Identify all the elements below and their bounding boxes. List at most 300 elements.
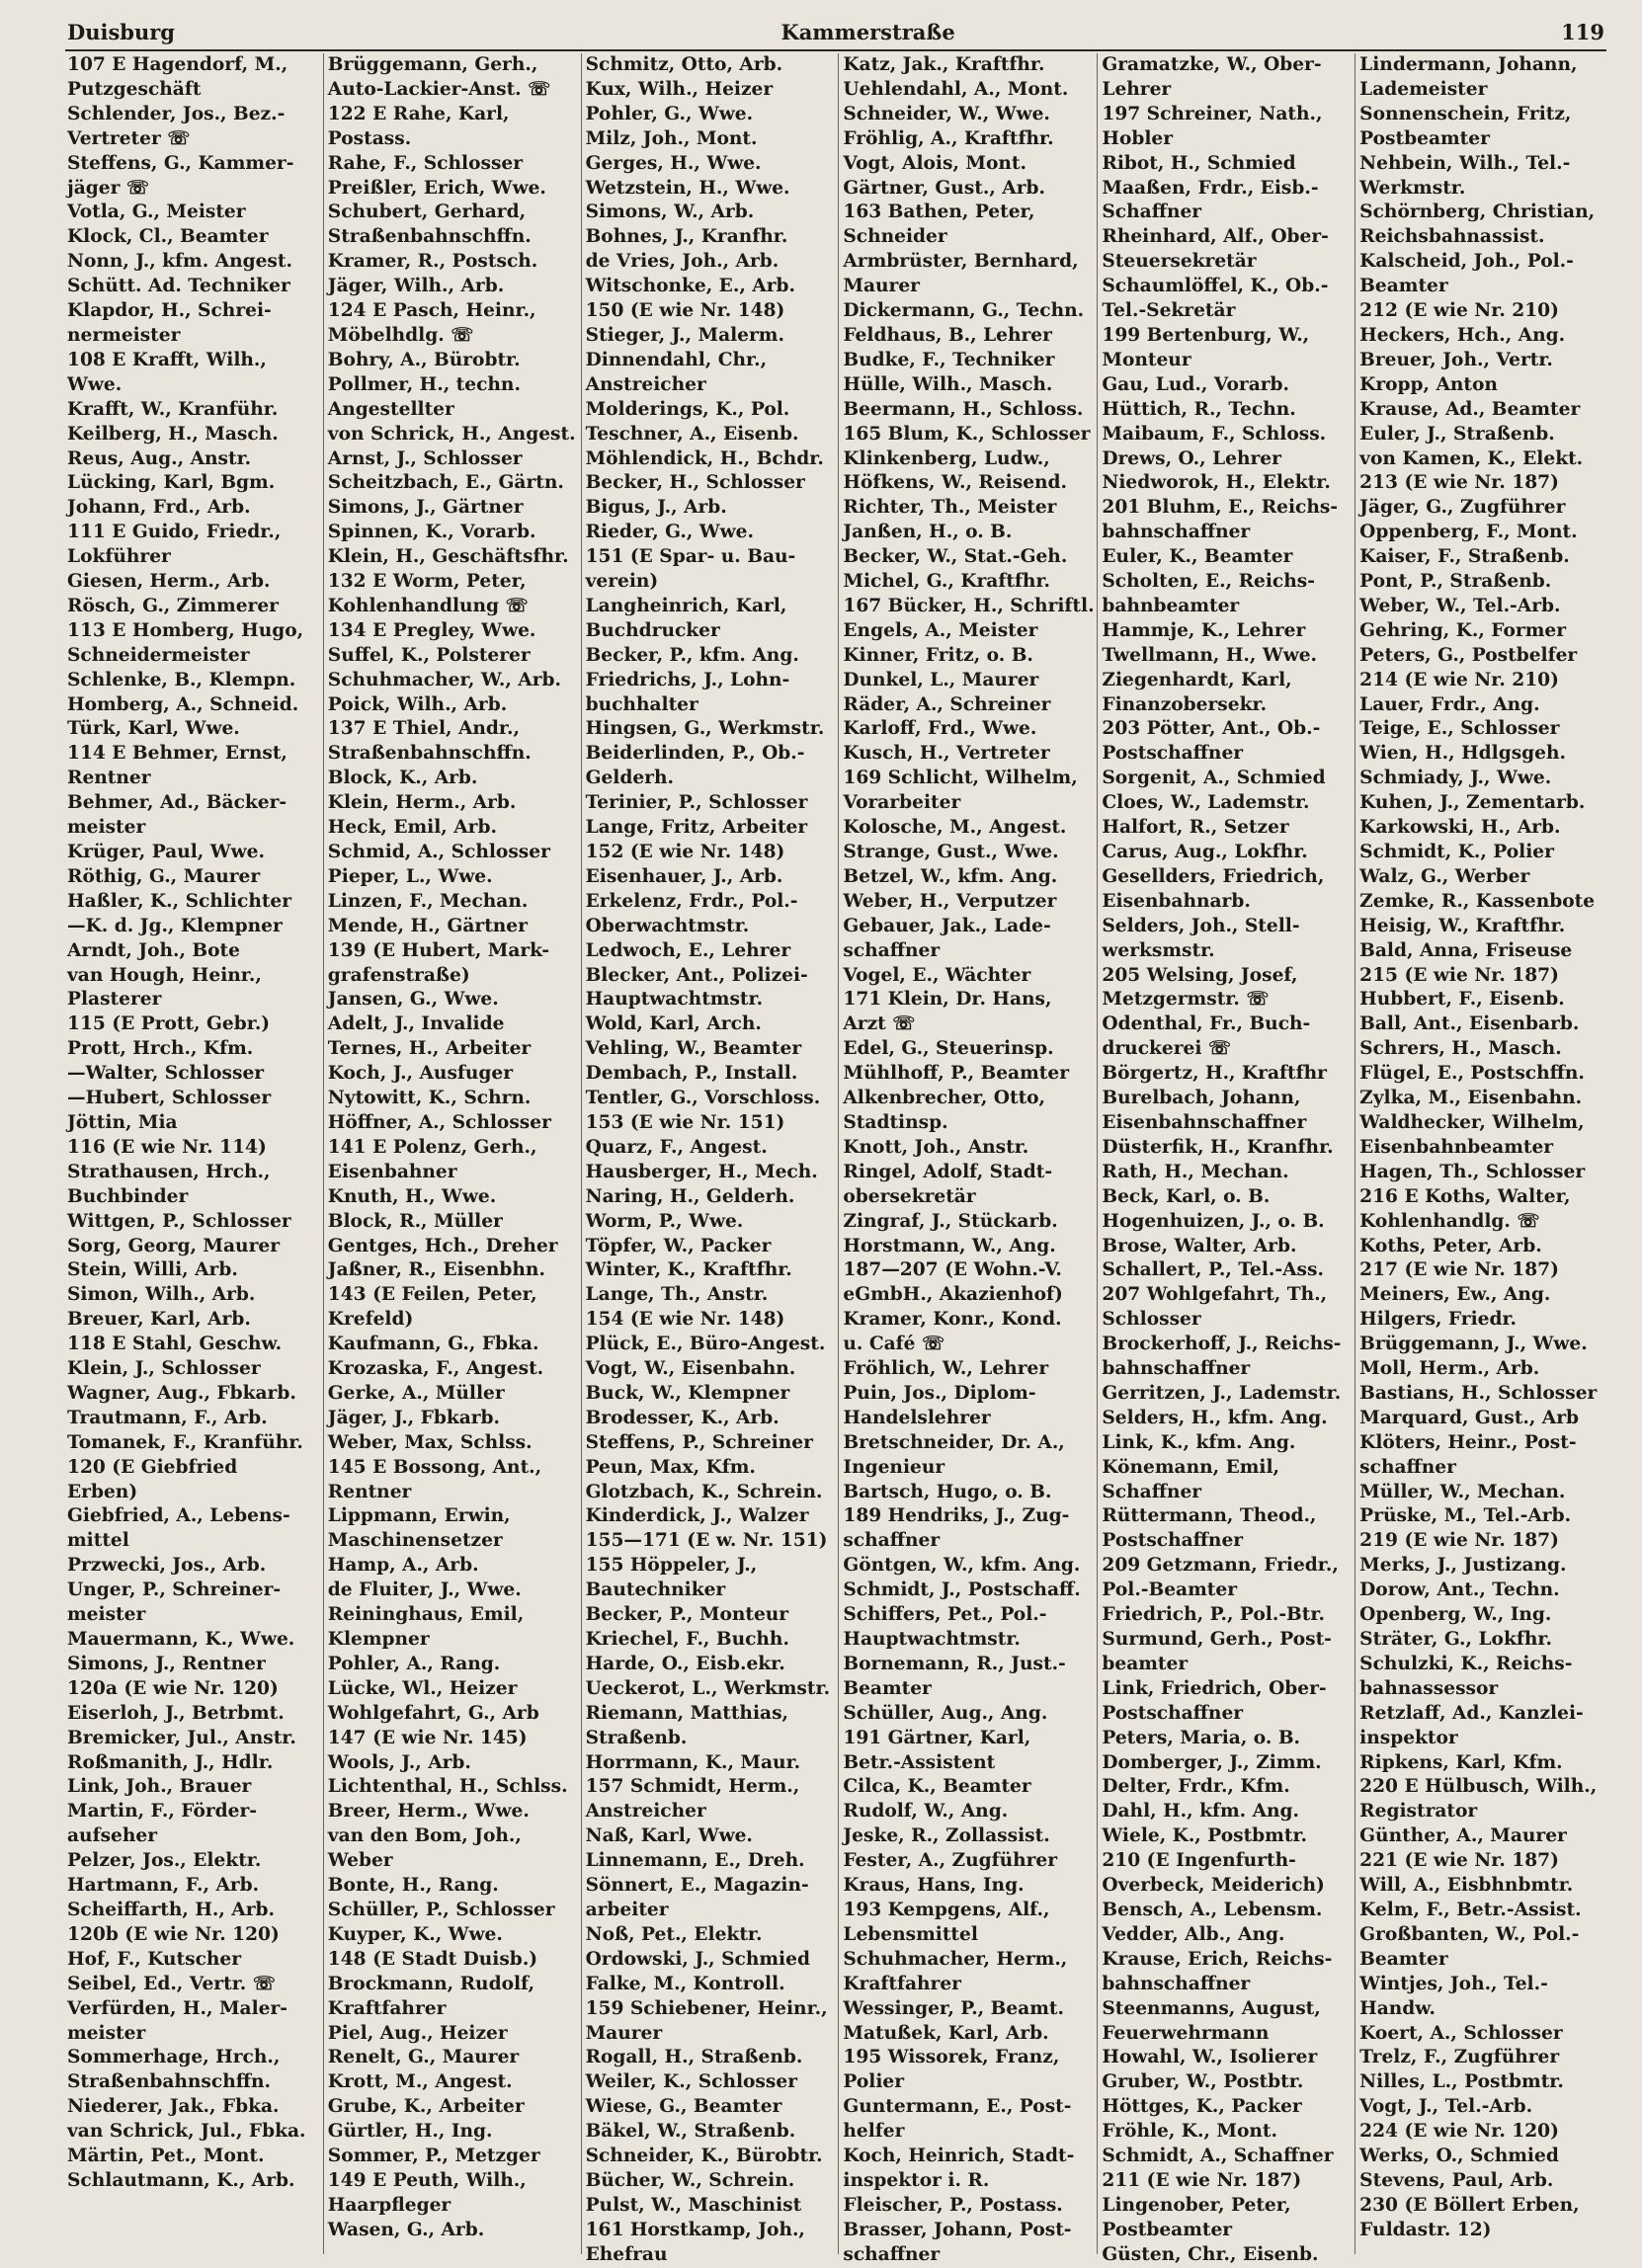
directory-line: Niederer, Jak., Fbka. xyxy=(67,2096,280,2118)
directory-line: Handw. xyxy=(1359,1997,1436,2019)
directory-line: 120 (E Giebfried xyxy=(67,1456,238,1478)
directory-line: Schlautmann, K., Arb. xyxy=(67,2169,295,2191)
directory-line: 114 E Behmer, Ernst, xyxy=(67,743,287,765)
directory-line: Milz, Joh., Mont. xyxy=(585,127,758,149)
directory-line: Vogt, W., Eisenbahn. xyxy=(585,1358,796,1380)
directory-line: bahnschaffner xyxy=(1102,1358,1251,1380)
directory-line: Burelbach, Johann, xyxy=(1102,1088,1301,1109)
directory-line: Gehring, K., Former xyxy=(1359,619,1566,641)
directory-line: Friedrich, P., Pol.-Btr. xyxy=(1102,1604,1325,1626)
directory-line: Koert, A., Schlosser xyxy=(1359,2022,1563,2044)
directory-line: Nonn, J., kfm. Angest. xyxy=(67,251,292,273)
directory-line: meister xyxy=(67,2022,146,2044)
directory-line: Suffel, K., Polsterer xyxy=(327,644,531,666)
directory-line: Postbeamter xyxy=(1102,2219,1233,2240)
directory-line: Ball, Ant., Eisenbarb. xyxy=(1359,1013,1580,1035)
directory-line: Will, A., Eisbhnbmtr. xyxy=(1359,1875,1574,1897)
directory-line: Kohlenhandlg. ☏ xyxy=(1359,1210,1540,1232)
directory-line: Homberg, A., Schneid. xyxy=(67,693,299,715)
directory-line: Kelm, F., Betr.-Assist. xyxy=(1359,1899,1582,1920)
directory-line: Behmer, Ad., Bäcker- xyxy=(67,792,287,814)
directory-line: Keilberg, H., Masch. xyxy=(67,423,279,445)
directory-line: Weber xyxy=(327,1850,393,1872)
directory-line: Ledwoch, E., Lehrer xyxy=(585,939,791,961)
directory-line: 197 Schreiner, Nath., xyxy=(1102,103,1323,124)
directory-line: Surmund, Gerh., Post- xyxy=(1102,1629,1332,1650)
directory-line: Niedworok, H., Elektr. xyxy=(1102,472,1331,494)
directory-line: Carus, Aug., Lokfhr. xyxy=(1102,842,1308,862)
directory-line: Knuth, H., Wwe. xyxy=(327,1185,497,1207)
directory-line: Simons, J., Rentner xyxy=(67,1653,266,1674)
directory-line: Rentner xyxy=(67,768,151,789)
directory-line: Kriechel, F., Buchh. xyxy=(585,1629,789,1650)
directory-line: Simon, Wilh., Arb. xyxy=(67,1284,256,1306)
directory-line: Martin, F., Förder- xyxy=(67,1801,258,1822)
column-6 xyxy=(1355,53,1612,2254)
directory-line: Jöttin, Mia xyxy=(67,1111,178,1133)
directory-line: Heisig, W., Kraftfhr. xyxy=(1359,915,1566,936)
directory-line: von Kamen, K., Elekt. xyxy=(1359,447,1584,469)
directory-line: 195 Wissorek, Franz, xyxy=(843,2047,1060,2068)
directory-line: Hartmann, F., Arb. xyxy=(67,1875,260,1897)
directory-line: beamter xyxy=(1102,1653,1189,1674)
directory-line: Block, K., Arb. xyxy=(327,768,478,789)
directory-line: Retzlaff, Ad., Kanzlei- xyxy=(1359,1702,1584,1724)
directory-line: Eisenhauer, J., Arb. xyxy=(585,865,783,887)
directory-line: Alkenbrecher, Otto, xyxy=(843,1088,1046,1109)
directory-line: Maschinensetzer xyxy=(327,1530,503,1552)
directory-line: Flügel, E., Postschffn. xyxy=(1359,1063,1585,1085)
directory-line: u. Café ☏ xyxy=(843,1334,945,1355)
directory-line: bahnbeamter xyxy=(1102,595,1240,616)
directory-line: Betr.-Assistent xyxy=(843,1751,996,1773)
directory-line: 143 (E Feilen, Peter, xyxy=(327,1284,537,1306)
directory-line: Plück, E., Büro-Angest. xyxy=(585,1334,826,1355)
directory-line: Kusch, H., Vertreter xyxy=(843,743,1050,765)
directory-line: Fröhle, K., Mont. xyxy=(1102,2121,1277,2143)
directory-line: 199 Bertenburg, W., xyxy=(1102,324,1310,346)
directory-line: Pont, P., Straßenb. xyxy=(1359,571,1552,593)
directory-line: Prüske, M., Tel.-Arb. xyxy=(1359,1505,1572,1527)
directory-line: Steffens, G., Kammer- xyxy=(67,152,294,174)
directory-line: Kaiser, F., Straßenb. xyxy=(1359,546,1570,568)
directory-line: Hauptwachtmstr. xyxy=(585,989,764,1011)
directory-line: Lindermann, Johann, xyxy=(1359,54,1578,75)
directory-line: Wien, H., Hdlgsgeh. xyxy=(1359,743,1566,765)
directory-line: mittel xyxy=(67,1530,129,1552)
directory-line: Gentges, Hch., Dreher xyxy=(327,1235,558,1256)
directory-line: Giebfried, A., Lebens- xyxy=(67,1505,290,1527)
directory-line: Kramer, R., Postsch. xyxy=(327,251,538,273)
directory-line: Kinner, Fritz, o. B. xyxy=(843,644,1033,666)
directory-line: Beamter xyxy=(1359,276,1448,297)
directory-line: Krott, M., Angest. xyxy=(327,2071,513,2093)
directory-line: Weiler, K., Schlosser xyxy=(585,2071,797,2093)
directory-line: Gau, Lud., Vorarb. xyxy=(1102,373,1290,395)
directory-line: 132 E Worm, Peter, xyxy=(327,571,527,593)
directory-line: Postschaffner xyxy=(1102,743,1244,765)
directory-line: van Schrick, Jul., Fbka. xyxy=(67,2121,306,2143)
directory-line: Jäger, Wilh., Arb. xyxy=(327,276,505,297)
directory-line: Weber, W., Tel.-Arb. xyxy=(1359,595,1561,616)
directory-line: Güsten, Chr., Eisenb. xyxy=(1102,2243,1319,2265)
directory-line: bahnschaffner xyxy=(1102,1973,1251,1994)
directory-line: Lauer, Frdr., Ang. xyxy=(1359,693,1540,715)
directory-line: Schiffers, Pet., Pol.- xyxy=(843,1604,1047,1626)
directory-line: Edel, G., Steuerinsp. xyxy=(843,1038,1054,1060)
directory-line: Lingenober, Peter, xyxy=(1102,2194,1291,2216)
directory-line: Hausberger, H., Mech. xyxy=(585,1161,818,1182)
directory-line: schaffner xyxy=(843,2243,941,2265)
directory-line: 148 (E Stadt Duisb.) xyxy=(327,1948,538,1970)
directory-line: Stieger, J., Malerm. xyxy=(585,324,784,346)
directory-line: Pieper, L., Wwe. xyxy=(327,865,493,887)
directory-line: Hauptwachtmstr. xyxy=(843,1629,1021,1650)
directory-line: Maaßen, Frdr., Eisb.- xyxy=(1102,177,1319,199)
directory-line: Becker, P., kfm. Ang. xyxy=(585,644,799,666)
directory-line: Glotzbach, K., Schrein. xyxy=(585,1481,823,1502)
directory-line: Kolosche, M., Angest. xyxy=(843,817,1067,839)
directory-line: Waldhecker, Wilhelm, xyxy=(1359,1111,1585,1133)
directory-line: Puin, Jos., Diplom- xyxy=(843,1382,1036,1404)
directory-line: Kux, Wilh., Heizer xyxy=(585,78,774,100)
directory-line: Bretschneider, Dr. A., xyxy=(843,1431,1065,1453)
directory-line: Vedder, Alb., Ang. xyxy=(1102,1923,1285,1945)
directory-line: Koch, J., Ausfuger xyxy=(327,1063,514,1085)
directory-line: 155 Höppeler, J., xyxy=(585,1555,758,1577)
directory-line: Kraftfahrer xyxy=(327,1997,447,2019)
directory-line: Fester, A., Zugführer xyxy=(843,1850,1058,1872)
directory-line: Bremicker, Jul., Anstr. xyxy=(67,1727,296,1748)
directory-line: Kinderdick, J., Walzer xyxy=(585,1505,809,1527)
directory-line: meister xyxy=(67,1604,146,1626)
directory-line: Klöters, Heinr., Post- xyxy=(1359,1431,1577,1453)
directory-line: Prott, Hrch., Kfm. xyxy=(67,1038,254,1060)
directory-line: Rösch, G., Zimmerer xyxy=(67,595,279,616)
directory-line: Breuer, Karl, Arb. xyxy=(67,1309,251,1331)
directory-line: 211 (E wie Nr. 187) xyxy=(1102,2169,1302,2191)
directory-line: Hammje, K., Lehrer xyxy=(1102,619,1306,641)
directory-line: Krozaska, F., Angest. xyxy=(327,1358,544,1380)
directory-line: de Fluiter, J., Wwe. xyxy=(327,1580,522,1601)
directory-line: Worm, P., Wwe. xyxy=(585,1210,744,1232)
directory-line: Lücking, Karl, Bgm. xyxy=(67,472,276,494)
directory-line: Arndt, Joh., Bote xyxy=(67,939,240,961)
directory-line: Schmidt, K., Polier xyxy=(1359,842,1554,862)
directory-line: Krause, Erich, Reichs- xyxy=(1102,1948,1333,1970)
directory-line: Katz, Jak., Kraftfhr. xyxy=(843,54,1045,75)
directory-line: von Schrick, H., Angest. xyxy=(327,423,576,445)
directory-line: Ternes, H., Arbeiter xyxy=(327,1038,532,1060)
directory-line: Börgertz, H., Kraftfhr xyxy=(1102,1063,1327,1085)
directory-line: Schneider, K., Bürobtr. xyxy=(585,2146,823,2167)
directory-line: Anstreicher xyxy=(585,1801,706,1822)
directory-line: Vogt, Alois, Mont. xyxy=(843,152,1026,174)
directory-line: Postass. xyxy=(327,127,412,149)
directory-line: Peters, G., Postbelfer xyxy=(1359,644,1578,666)
directory-line: Maurer xyxy=(843,276,920,297)
directory-line: 118 E Stahl, Geschw. xyxy=(67,1334,283,1355)
directory-line: Erben) xyxy=(67,1481,138,1502)
directory-line: Koths, Peter, Arb. xyxy=(1359,1235,1542,1256)
directory-line: Werkmstr. xyxy=(1359,177,1466,199)
directory-line: Bäkel, W., Straßenb. xyxy=(585,2121,796,2143)
directory-line: Mende, H., Gärtner xyxy=(327,915,528,936)
directory-line: Ehefrau xyxy=(585,2243,668,2265)
directory-line: Vogel, E., Wächter xyxy=(843,964,1031,986)
directory-line: Jäger, J., Fbkarb. xyxy=(327,1407,501,1428)
directory-line: Langheinrich, Karl, xyxy=(585,595,787,616)
directory-line: Link, Joh., Brauer xyxy=(67,1776,252,1798)
directory-line: Schlenke, B., Klempn. xyxy=(67,669,296,690)
directory-line: 152 (E wie Nr. 148) xyxy=(585,842,785,862)
directory-line: 134 E Pregley, Wwe. xyxy=(327,619,536,641)
directory-line: 153 (E wie Nr. 151) xyxy=(585,1111,785,1133)
directory-line: Heck, Emil, Arb. xyxy=(327,817,497,839)
directory-line: Pelzer, Jos., Elektr. xyxy=(67,1850,262,1872)
directory-line: eGmbH., Akazienhof) xyxy=(843,1284,1063,1306)
directory-line: Schrers, H., Masch. xyxy=(1359,1038,1562,1060)
directory-line: Höffner, A., Schlosser xyxy=(327,1111,551,1133)
directory-line: Jaßner, R., Eisenbhn. xyxy=(327,1259,545,1281)
directory-line: Gesellders, Friedrich, xyxy=(1102,865,1325,887)
directory-line: Brüggemann, Gerh., xyxy=(327,54,538,75)
directory-line: Rath, H., Mechan. xyxy=(1102,1161,1289,1182)
directory-line: Karkowski, H., Arb. xyxy=(1359,817,1561,839)
directory-line: 212 (E wie Nr. 210) xyxy=(1359,300,1559,322)
street-name: Kammerstraße xyxy=(780,19,955,44)
directory-line: Gärtner, Gust., Arb. xyxy=(843,177,1045,199)
directory-line: 201 Bluhm, E., Reichs- xyxy=(1102,497,1339,519)
directory-line: Horstmann, W., Ang. xyxy=(843,1235,1056,1256)
directory-line: Höfkens, W., Reisend. xyxy=(843,472,1068,494)
directory-line: Janßen, H., o. B. xyxy=(843,522,1013,543)
directory-line: 145 E Bossong, Ant., xyxy=(327,1456,542,1478)
directory-line: Horrmann, K., Maur. xyxy=(585,1751,801,1773)
directory-line: 149 E Peuth, Wilh., xyxy=(327,2169,527,2191)
directory-line: Sorgenit, A., Schmied xyxy=(1102,768,1326,789)
directory-line: aufseher xyxy=(67,1825,158,1847)
directory-line: Schuhmacher, Herm., xyxy=(843,1948,1068,1970)
directory-line: Straßenbahnschffn. xyxy=(67,2071,271,2093)
directory-line: 137 E Thiel, Andr., xyxy=(327,718,520,740)
directory-line: jäger ☏ xyxy=(67,177,150,199)
directory-line: Eisenbahnbeamter xyxy=(1359,1136,1554,1158)
directory-line: 230 (E Böllert Erben, xyxy=(1359,2194,1580,2216)
directory-line: Trautmann, F., Arb. xyxy=(67,1407,268,1428)
directory-line: Steuersekretär xyxy=(1102,251,1257,273)
column-3 xyxy=(581,53,839,2265)
directory-line: Haßler, K., Schlichter xyxy=(67,890,292,912)
directory-line: Reus, Aug., Anstr. xyxy=(67,447,252,469)
directory-line: Beamter xyxy=(843,1677,932,1699)
directory-line: Schüller, Aug., Ang. xyxy=(843,1702,1048,1724)
directory-line: Grube, K., Arbeiter xyxy=(327,2096,525,2118)
directory-line: Karloff, Frd., Wwe. xyxy=(843,718,1037,740)
directory-line: Dinnendahl, Chr., xyxy=(585,349,768,370)
directory-line: 115 (E Prott, Gebr.) xyxy=(67,1013,271,1035)
directory-line: Reichsbahnassist. xyxy=(1359,226,1545,248)
directory-line: Moll, Herm., Arb. xyxy=(1359,1358,1540,1380)
directory-line: Monteur xyxy=(1102,349,1191,370)
directory-line: Preißler, Erich, Wwe. xyxy=(327,177,546,199)
directory-line: 217 (E wie Nr. 187) xyxy=(1359,1259,1559,1281)
directory-line: Brose, Walter, Arb. xyxy=(1102,1235,1297,1256)
directory-line: Odenthal, Fr., Buch- xyxy=(1102,1013,1311,1035)
directory-line: Twellmann, H., Wwe. xyxy=(1102,644,1318,666)
directory-line: arbeiter xyxy=(585,1899,669,1920)
directory-line: Töpfer, W., Packer xyxy=(585,1235,772,1256)
directory-line: Klein, H., Geschäftsfhr. xyxy=(327,546,569,568)
directory-line: Schmidt, J., Postschaff. xyxy=(843,1580,1081,1601)
directory-line: Domberger, J., Zimm. xyxy=(1102,1751,1322,1773)
directory-line: 219 (E wie Nr. 187) xyxy=(1359,1530,1559,1552)
directory-line: Eisenbahnarb. xyxy=(1102,890,1251,912)
directory-line: Ripkens, Karl, Kfm. xyxy=(1359,1751,1563,1773)
directory-line: 108 E Krafft, Wilh., xyxy=(67,349,267,370)
directory-line: Cloes, W., Lademstr. xyxy=(1102,792,1310,814)
directory-line: 154 (E wie Nr. 148) xyxy=(585,1309,785,1331)
directory-line: Zylka, M., Eisenbahn. xyxy=(1359,1088,1583,1109)
directory-line: Betzel, W., kfm. Ang. xyxy=(843,865,1058,887)
directory-line: Kramer, Konr., Kond. xyxy=(843,1309,1062,1331)
directory-line: nermeister xyxy=(67,324,181,346)
directory-line: Ingenieur xyxy=(843,1456,945,1478)
directory-line: Nehbein, Wilh., Tel.- xyxy=(1359,152,1571,174)
directory-line: schaffner xyxy=(843,1530,941,1552)
directory-line: Möhlendick, H., Bchdr. xyxy=(585,447,824,469)
directory-line: Mühlhoff, P., Beamter xyxy=(843,1063,1069,1085)
directory-line: Scheiffarth, H., Arb. xyxy=(67,1899,276,1920)
directory-line: Delter, Frdr., Kfm. xyxy=(1102,1776,1290,1798)
directory-line: Lücke, Wl., Heizer xyxy=(327,1677,518,1699)
directory-line: Ordowski, J., Schmied xyxy=(585,1948,810,1970)
directory-line: Finanzobersekr. xyxy=(1102,693,1268,715)
directory-line: Adelt, J., Invalide xyxy=(327,1013,505,1035)
directory-line: Votla, G., Meister xyxy=(67,202,246,223)
directory-line: Fuldastr. 12) xyxy=(1359,2219,1492,2240)
directory-line: 161 Horstkamp, Joh., xyxy=(585,2219,805,2240)
directory-line: —Hubert, Schlosser xyxy=(67,1088,272,1109)
directory-line: Sonnenschein, Fritz, xyxy=(1359,103,1572,124)
directory-line: Roßmanith, J., Hdlr. xyxy=(67,1751,274,1773)
directory-line: Rudolf, W., Ang. xyxy=(843,1801,1009,1822)
directory-line: Gerges, H., Wwe. xyxy=(585,152,762,174)
directory-line: Könemann, Emil, xyxy=(1102,1456,1280,1478)
directory-line: Piel, Aug., Heizer xyxy=(327,2022,508,2044)
directory-line: Registrator xyxy=(1359,1801,1478,1822)
directory-line: schaffner xyxy=(1359,1456,1456,1478)
directory-line: Räder, A., Schreiner xyxy=(843,693,1051,715)
directory-line: Klapdor, H., Schrei- xyxy=(67,300,272,322)
directory-line: 205 Welsing, Josef, xyxy=(1102,964,1298,986)
directory-line: Richter, Th., Meister xyxy=(843,497,1057,519)
directory-line: de Vries, Joh., Arb. xyxy=(585,251,780,273)
directory-line: Angestellter xyxy=(327,398,454,420)
directory-line: Spinnen, K., Vorarb. xyxy=(327,522,536,543)
directory-line: bahnschaffner xyxy=(1102,522,1251,543)
directory-line: Schmiady, J., Wwe. xyxy=(1359,768,1552,789)
directory-line: verein) xyxy=(585,571,659,593)
directory-line: Pollmer, H., techn. xyxy=(327,373,521,395)
directory-line: Brodesser, K., Arb. xyxy=(585,1407,780,1428)
directory-line: Naring, H., Gelderh. xyxy=(585,1185,795,1207)
directory-line: inspektor i. R. xyxy=(843,2169,990,2191)
directory-line: Gerritzen, J., Lademstr. xyxy=(1102,1382,1342,1404)
directory-line: Vorarbeiter xyxy=(843,792,961,814)
directory-line: Pulst, W., Maschinist xyxy=(585,2194,802,2216)
directory-line: 171 Klein, Dr. Hans, xyxy=(843,989,1052,1011)
directory-line: Jeske, R., Zollassist. xyxy=(843,1825,1050,1847)
directory-line: Dorow, Ant., Techn. xyxy=(1359,1580,1560,1601)
directory-line: Schneidermeister xyxy=(67,644,250,666)
directory-line: Teige, E., Schlosser xyxy=(1359,718,1560,740)
directory-line: 116 (E wie Nr. 114) xyxy=(67,1136,267,1158)
directory-line: Möbelhdlg. ☏ xyxy=(327,324,474,346)
directory-line: Eiserloh, J., Betrbmt. xyxy=(67,1702,285,1724)
directory-line: Guntermann, E., Post- xyxy=(843,2096,1072,2118)
directory-line: Sommer, P., Metzger xyxy=(327,2146,540,2167)
directory-line: Euler, J., Straßenb. xyxy=(1359,423,1555,445)
directory-line: Hof, F., Kutscher xyxy=(67,1948,242,1970)
column-4 xyxy=(838,53,1097,2265)
directory-line: Hubbert, F., Eisenb. xyxy=(1359,989,1565,1011)
directory-line: Krause, Ad., Beamter xyxy=(1359,398,1581,420)
directory-line: Steenmanns, August, xyxy=(1102,1997,1321,2019)
directory-line: Friedrichs, J., Lohn- xyxy=(585,669,790,690)
directory-line: Kropp, Anton xyxy=(1359,373,1498,395)
directory-line: Tentler, G., Vorschloss. xyxy=(585,1088,821,1109)
page-header xyxy=(67,12,1604,51)
directory-line: Plasterer xyxy=(67,989,162,1011)
directory-line: 141 E Polenz, Gerh., xyxy=(327,1136,537,1158)
directory-line: Postbeamter xyxy=(1359,127,1490,149)
directory-line: Beiderlinden, P., Ob.- xyxy=(585,743,805,765)
directory-line: Selders, Joh., Stell- xyxy=(1102,915,1300,936)
directory-line: Hilgers, Friedr. xyxy=(1359,1309,1518,1331)
directory-line: 215 (E wie Nr. 187) xyxy=(1359,964,1559,986)
directory-line: Schmid, A., Schlosser xyxy=(327,842,550,862)
directory-line: Klein, J., Schlosser xyxy=(67,1358,261,1380)
directory-line: Krafft, W., Kranführ. xyxy=(67,398,279,420)
directory-line: Fröhlich, W., Lehrer xyxy=(843,1358,1049,1380)
directory-line: Pohler, A., Rang. xyxy=(327,1653,501,1674)
directory-line: Schubert, Gerhard, xyxy=(327,202,527,223)
directory-line: schaffner xyxy=(843,939,941,961)
directory-line: Metzgermstr. ☏ xyxy=(1102,989,1270,1011)
directory-line: Wasen, G., Arb. xyxy=(327,2219,485,2240)
directory-line: Marquard, Gust., Arb xyxy=(1359,1407,1580,1428)
page-number: 119 xyxy=(1561,19,1604,44)
directory-line: Brockerhoff, J., Reichs- xyxy=(1102,1334,1342,1355)
directory-line: Werks, O., Schmied xyxy=(1359,2146,1559,2167)
directory-line: Simons, J., Gärtner xyxy=(327,497,524,519)
directory-line: Höttges, K., Packer xyxy=(1102,2096,1302,2118)
directory-line: meister xyxy=(67,817,146,839)
directory-line: Link, K., kfm. Ang. xyxy=(1102,1431,1296,1453)
directory-line: Sträter, G., Lokfhr. xyxy=(1359,1629,1552,1650)
directory-line: Buchbinder xyxy=(67,1185,189,1207)
directory-line: Schneider, W., Wwe. xyxy=(843,103,1050,124)
directory-line: Lippmann, Erwin, xyxy=(327,1505,511,1527)
directory-line: Stadtinsp. xyxy=(843,1111,948,1133)
directory-line: 139 (E Hubert, Mark- xyxy=(327,939,550,961)
directory-line: grafenstraße) xyxy=(327,964,470,986)
directory-line: Rahe, F., Schlosser xyxy=(327,152,524,174)
directory-line: Hülle, Wilh., Masch. xyxy=(843,373,1053,395)
directory-line: 113 E Homberg, Hugo, xyxy=(67,619,304,641)
directory-line: Noß, Pet., Elektr. xyxy=(585,1923,763,1945)
